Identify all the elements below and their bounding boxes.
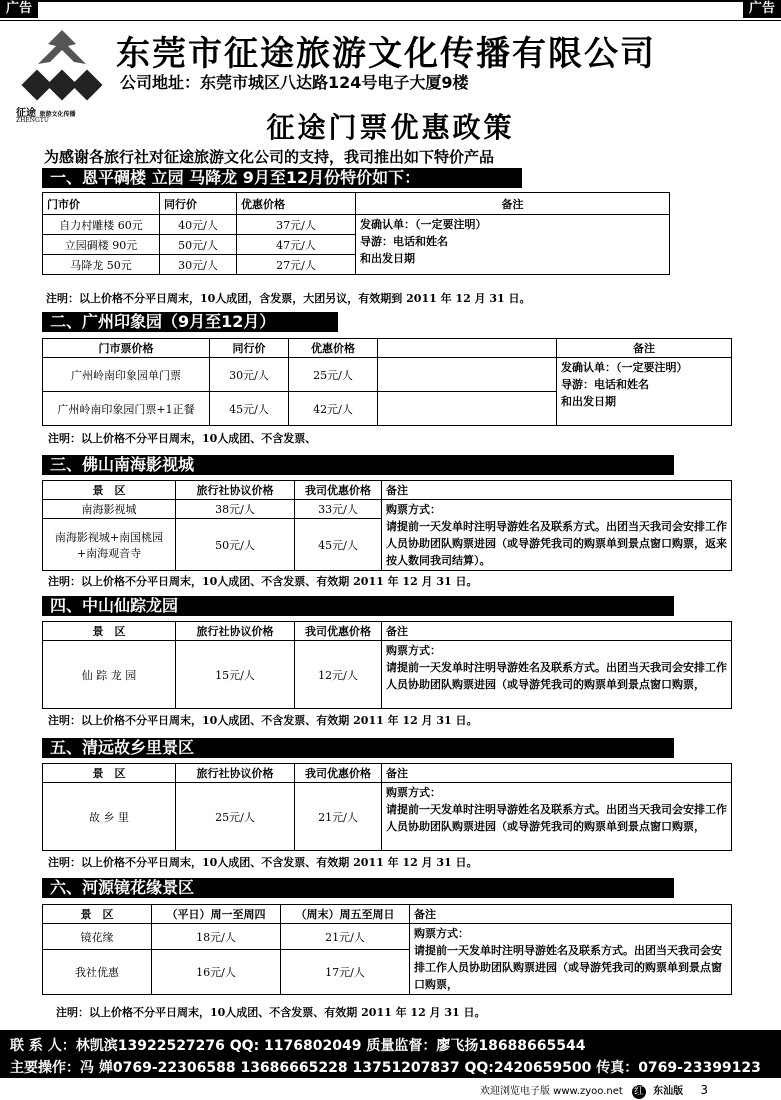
header-cell: 景 区 [43, 622, 176, 641]
header-cell: （周末）周五至周日 [281, 905, 410, 924]
section-4-table [42, 621, 732, 709]
section-3-title: 三、佛山南海影视城 [42, 455, 674, 475]
bottom-line [480, 1082, 708, 1099]
header-cell: 景 区 [43, 764, 176, 783]
section-3-table [42, 480, 732, 571]
section-3-note: 注明：以上价格不分平日周末，10人成团、不含发票、有效期 2011 年 12 月 31 日。 [48, 575, 478, 588]
remark-cell: 发确认单：（一定要注明） 导游：电话和姓名 和出发日期 [356, 215, 670, 275]
header-cell: 我司优惠价格 [295, 622, 382, 641]
table-cell: 40元/人 [160, 215, 237, 235]
header-cell: 门市价 [43, 193, 160, 215]
table-cell: 广州岭南印象园单门票 [43, 358, 210, 392]
remark-cell: 发确认单：（一定要注明） 导游：电话和姓名 和出发日期 [557, 358, 732, 426]
header-cell: 同行价 [160, 193, 237, 215]
header-cell: 优惠价格 [237, 193, 356, 215]
section-1-note: 注明：以上价格不分平日周末，10人成团，含发票，大团另议，有效期到 2011 年 12 月 31 日。 [46, 292, 531, 305]
table-cell: 25元/人 [176, 783, 295, 851]
header-cell: 备注 [382, 622, 732, 641]
table-cell: 30元/人 [160, 255, 237, 275]
section-5-note: 注明：以上价格不分平日周末，10人成团、不含发票、有效期 2011 年 12 月 31 日。 [48, 856, 478, 869]
table-cell: 21元/人 [295, 783, 382, 851]
ad-label-right: 广告 [743, 0, 781, 18]
footer-bar [0, 1030, 781, 1078]
header-cell: 备注 [382, 764, 732, 783]
header-cell: 门市票价格 [43, 339, 210, 358]
header-cell: 备注 [557, 339, 732, 358]
table-cell: 21元/人 [281, 924, 410, 950]
intro-text: 为感谢各旅行社对征途旅游文化公司的支持，我司推出如下特价产品 [44, 148, 495, 166]
table-cell: 42元/人 [289, 392, 378, 426]
footer-contact: 联 系 人：林凯滨13922527276 QQ: 1176802049 质量监督：廖飞扬18688665544 [10, 1038, 586, 1054]
company-name: 东莞市征途旅游文化传播有限公司 [116, 34, 656, 74]
section-6-title: 六、河源镜花缘景区 [42, 878, 674, 898]
table-cell: 17元/人 [281, 950, 410, 995]
section-5-table [42, 763, 732, 851]
header-cell: 我司优惠价格 [295, 481, 382, 500]
table-cell: 16元/人 [152, 950, 281, 995]
header-cell: 备注 [410, 905, 732, 924]
table-cell: 自力村雕楼 60元 [43, 215, 160, 235]
table-cell: 立园碉楼 90元 [43, 235, 160, 255]
section-1-title: 一、恩平碉楼 立园 马降龙 9月至12月份特价如下： [42, 168, 522, 188]
table-cell: 30元/人 [210, 358, 289, 392]
page-number: 3 [700, 1083, 708, 1097]
table-cell: 15元/人 [176, 641, 295, 709]
logo-en: ZHENGTU [16, 117, 49, 124]
section-1-table [42, 192, 670, 275]
logo-chars: 征途 [16, 108, 36, 119]
table-cell: 50元/人 [160, 235, 237, 255]
section-4-note: 注明：以上价格不分平日周末，10人成团、不含发票、有效期 2011 年 12 月 31 日。 [48, 714, 478, 727]
header-cell: 我司优惠价格 [295, 764, 382, 783]
header-cell: 旅行社协议价格 [176, 481, 295, 500]
table-cell: 南海影视城+南国桃园+南海观音寺 [43, 519, 176, 571]
table-cell: 南海影视城 [43, 500, 176, 519]
header-cell: 同行价 [210, 339, 289, 358]
table-cell: 故 乡 里 [43, 783, 176, 851]
remark-cell: 购票方式： 请提前一天发单时注明导游姓名及联系方式。出团当天我司会安排工作人员协助团队购票进园（或导游凭我司的购票单到景点窗口购票， [410, 924, 732, 995]
table-cell: 50元/人 [176, 519, 295, 571]
header-cell: 备注 [356, 193, 670, 215]
table-cell: 37元/人 [237, 215, 356, 235]
section-2-title: 二、广州印象园（9月至12月） [42, 312, 338, 332]
red-badge-icon: 红 [633, 1086, 644, 1097]
policy-title: 征途门票优惠政策 [266, 111, 515, 144]
table-cell: 33元/人 [295, 500, 382, 519]
remark-cell: 购票方式： 请提前一天发单时注明导游姓名及联系方式。出团当天我司会安排工作人员协助团队购票进园（或导游凭我司的购票单到景点窗口购票， [382, 641, 732, 709]
table-cell: 仙 踪 龙 园 [43, 641, 176, 709]
table-cell: 27元/人 [237, 255, 356, 275]
section-2-table [42, 338, 732, 426]
table-cell: 广州岭南印象园门票+1正餐 [43, 392, 210, 426]
table-cell: 镜花缘 [43, 924, 152, 950]
table-cell: 47元/人 [237, 235, 356, 255]
header-cell: 景 区 [43, 481, 176, 500]
header-cell: 备注 [382, 481, 732, 500]
header-cell: 优惠价格 [289, 339, 378, 358]
table-cell: 45元/人 [210, 392, 289, 426]
header-cell: 旅行社协议价格 [176, 622, 295, 641]
header-cell: 旅行社协议价格 [176, 764, 295, 783]
edition-label: 东汕版 [653, 1086, 684, 1097]
remark-cell: 购票方式： 请提前一天发单时注明导游姓名及联系方式。出团当天我司会安排工作人员协助团队购票进园（或导游凭我司的购票单到景点窗口购票，返来按人数同我司结算）。 [382, 500, 732, 571]
logo-sub: 旅游文化传播 [39, 111, 76, 118]
section-5-title: 五、清远故乡里景区 [42, 738, 674, 758]
table-cell: 18元/人 [152, 924, 281, 950]
table-cell: 马降龙 50元 [43, 255, 160, 275]
section-6-table [42, 904, 732, 995]
table-cell: 45元/人 [295, 519, 382, 571]
header-cell: （平日）周一至周四 [152, 905, 281, 924]
table-cell: 12元/人 [295, 641, 382, 709]
table-cell: 38元/人 [176, 500, 295, 519]
section-4-title: 四、中山仙踪龙园 [42, 596, 674, 616]
top-bar [0, 0, 781, 21]
section-6-note: 注明：以上价格不分平日周末，10人成团、不含发票、有效期 2011 年 12 月 31 日。 [56, 1006, 486, 1019]
company-address: 公司地址：东莞市城区八达路124号电子大厦9楼 [120, 73, 469, 92]
table-cell: 我社优惠 [43, 950, 152, 995]
header-cell: 景 区 [43, 905, 152, 924]
footer-operation: 主要操作：冯 婵0769-22306588 13686665228 13751207837 QQ:2420659500 传真：0769-23399123 [10, 1060, 761, 1076]
section-2-note: 注明：以上价格不分平日周末，10人成团、不含发票、 [48, 432, 317, 445]
table-cell: 25元/人 [289, 358, 378, 392]
remark-cell: 购票方式： 请提前一天发单时注明导游姓名及联系方式。出团当天我司会安排工作人员协助团队购票进园（或导游凭我司的购票单到景点窗口购票， [382, 783, 732, 851]
ad-label-left: 广告 [0, 0, 38, 18]
website-text: 欢迎浏览电子版 www.zyoo.net [480, 1086, 623, 1097]
